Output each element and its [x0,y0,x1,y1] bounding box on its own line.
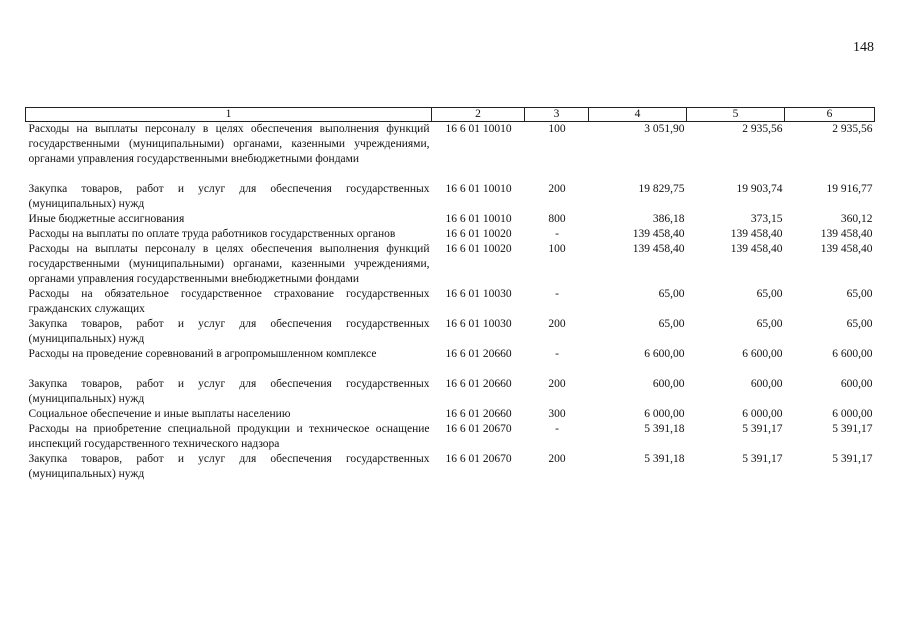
row-description: Социальное обеспечение и иные выплаты населению [28,408,291,420]
row-value-5: 65,00 [756,288,783,300]
table-row [26,377,875,407]
page-number: 148 [853,40,874,55]
table-row [26,182,875,212]
row-value-4: 3 051,90 [644,123,685,135]
row-value-5: 19 903,74 [736,183,783,195]
row-value-6: 5 391,17 [832,423,873,435]
table-row [26,407,875,422]
row-type: 100 [548,123,566,135]
col-header-6: 6 [785,108,875,122]
row-value-5: 5 391,17 [742,453,783,465]
row-code: 16 6 01 10030 [445,318,512,330]
row-value-4: 600,00 [652,378,685,390]
row-value-4: 5 391,18 [644,453,685,465]
row-value-5: 5 391,17 [742,423,783,435]
row-description: Расходы на приобретение специальной продукции и техническое оснащение инспекций государственного технического надзора [28,423,430,450]
row-value-6: 139 458,40 [820,243,873,255]
row-type: 200 [548,453,566,465]
row-value-6: 2 935,56 [832,123,873,135]
row-value-6: 6 000,00 [832,408,873,420]
row-value-5: 373,15 [750,213,783,225]
row-description: Расходы на выплаты по оплате труда работников государственных органов [28,228,396,240]
row-value-6: 5 391,17 [832,453,873,465]
row-type: 200 [548,378,566,390]
row-type: - [555,423,559,435]
row-code: 16 6 01 10010 [445,213,512,225]
row-type: 200 [548,318,566,330]
row-description: Иные бюджетные ассигнования [28,213,185,225]
row-value-4: 6 000,00 [644,408,685,420]
row-type: 200 [548,183,566,195]
row-value-6: 65,00 [846,288,873,300]
col-header-3: 3 [525,108,589,122]
row-code: 16 6 01 20660 [445,348,512,360]
row-value-4: 6 600,00 [644,348,685,360]
row-type: 300 [548,408,566,420]
row-description: Расходы на проведение соревнований в агропромышленном комплексе [28,348,377,360]
row-value-6: 139 458,40 [820,228,873,240]
row-code: 16 6 01 10020 [445,243,512,255]
row-value-5: 600,00 [750,378,783,390]
col-header-1: 1 [26,108,432,122]
table-row [26,347,875,377]
row-value-5: 139 458,40 [730,243,783,255]
row-value-4: 19 829,75 [638,183,685,195]
row-code: 16 6 01 10030 [445,288,512,300]
row-value-4: 139 458,40 [632,228,685,240]
row-type: - [555,228,559,240]
row-value-5: 6 600,00 [742,348,783,360]
row-value-5: 2 935,56 [742,123,783,135]
row-value-4: 65,00 [658,288,685,300]
row-value-6: 360,12 [840,213,873,225]
row-type: 800 [548,213,566,225]
row-description: Закупка товаров, работ и услуг для обеспечения государственных (муниципальных) нужд [28,318,430,345]
row-code: 16 6 01 10010 [445,183,512,195]
row-description: Расходы на выплаты персоналу в целях обеспечения выполнения функций государственными (муниципальными) органами, казенными учреждениями, органами управления государственными внебюджетными фондами [28,243,430,285]
row-value-4: 5 391,18 [644,423,685,435]
table-row [26,212,875,227]
row-value-5: 6 000,00 [742,408,783,420]
row-value-5: 65,00 [756,318,783,330]
col-header-2: 2 [432,108,525,122]
budget-table [25,107,875,482]
row-code: 16 6 01 10020 [445,228,512,240]
row-value-6: 600,00 [840,378,873,390]
row-description: Закупка товаров, работ и услуг для обеспечения государственных (муниципальных) нужд [28,183,430,210]
row-value-5: 139 458,40 [730,228,783,240]
table-row [26,227,875,242]
row-value-6: 6 600,00 [832,348,873,360]
row-code: 16 6 01 20660 [445,378,512,390]
table-row [26,122,875,183]
row-value-4: 139 458,40 [632,243,685,255]
table-row [26,317,875,347]
table-row [26,422,875,452]
row-code: 16 6 01 20670 [445,423,512,435]
col-header-4: 4 [589,108,687,122]
col-header-5: 5 [687,108,785,122]
row-description: Расходы на обязательное государственное страхование государственных гражданских служащих [28,288,430,315]
row-type: 100 [548,243,566,255]
row-description: Расходы на выплаты персоналу в целях обеспечения выполнения функций государственными (муниципальными) органами, казенными учреждениями, органами управления государственными внебюджетными фондами [28,123,430,165]
row-code: 16 6 01 10010 [445,123,512,135]
row-code: 16 6 01 20670 [445,453,512,465]
table-row [26,242,875,287]
row-type: - [555,288,559,300]
table-row [26,452,875,482]
row-value-4: 65,00 [658,318,685,330]
table-row [26,287,875,317]
row-value-4: 386,18 [652,213,685,225]
row-description: Закупка товаров, работ и услуг для обеспечения государственных (муниципальных) нужд [28,378,430,405]
row-value-6: 19 916,77 [826,183,873,195]
header-row [26,108,875,122]
row-description: Закупка товаров, работ и услуг для обеспечения государственных (муниципальных) нужд [28,453,430,480]
row-type: - [555,348,559,360]
row-value-6: 65,00 [846,318,873,330]
row-code: 16 6 01 20660 [445,408,512,420]
